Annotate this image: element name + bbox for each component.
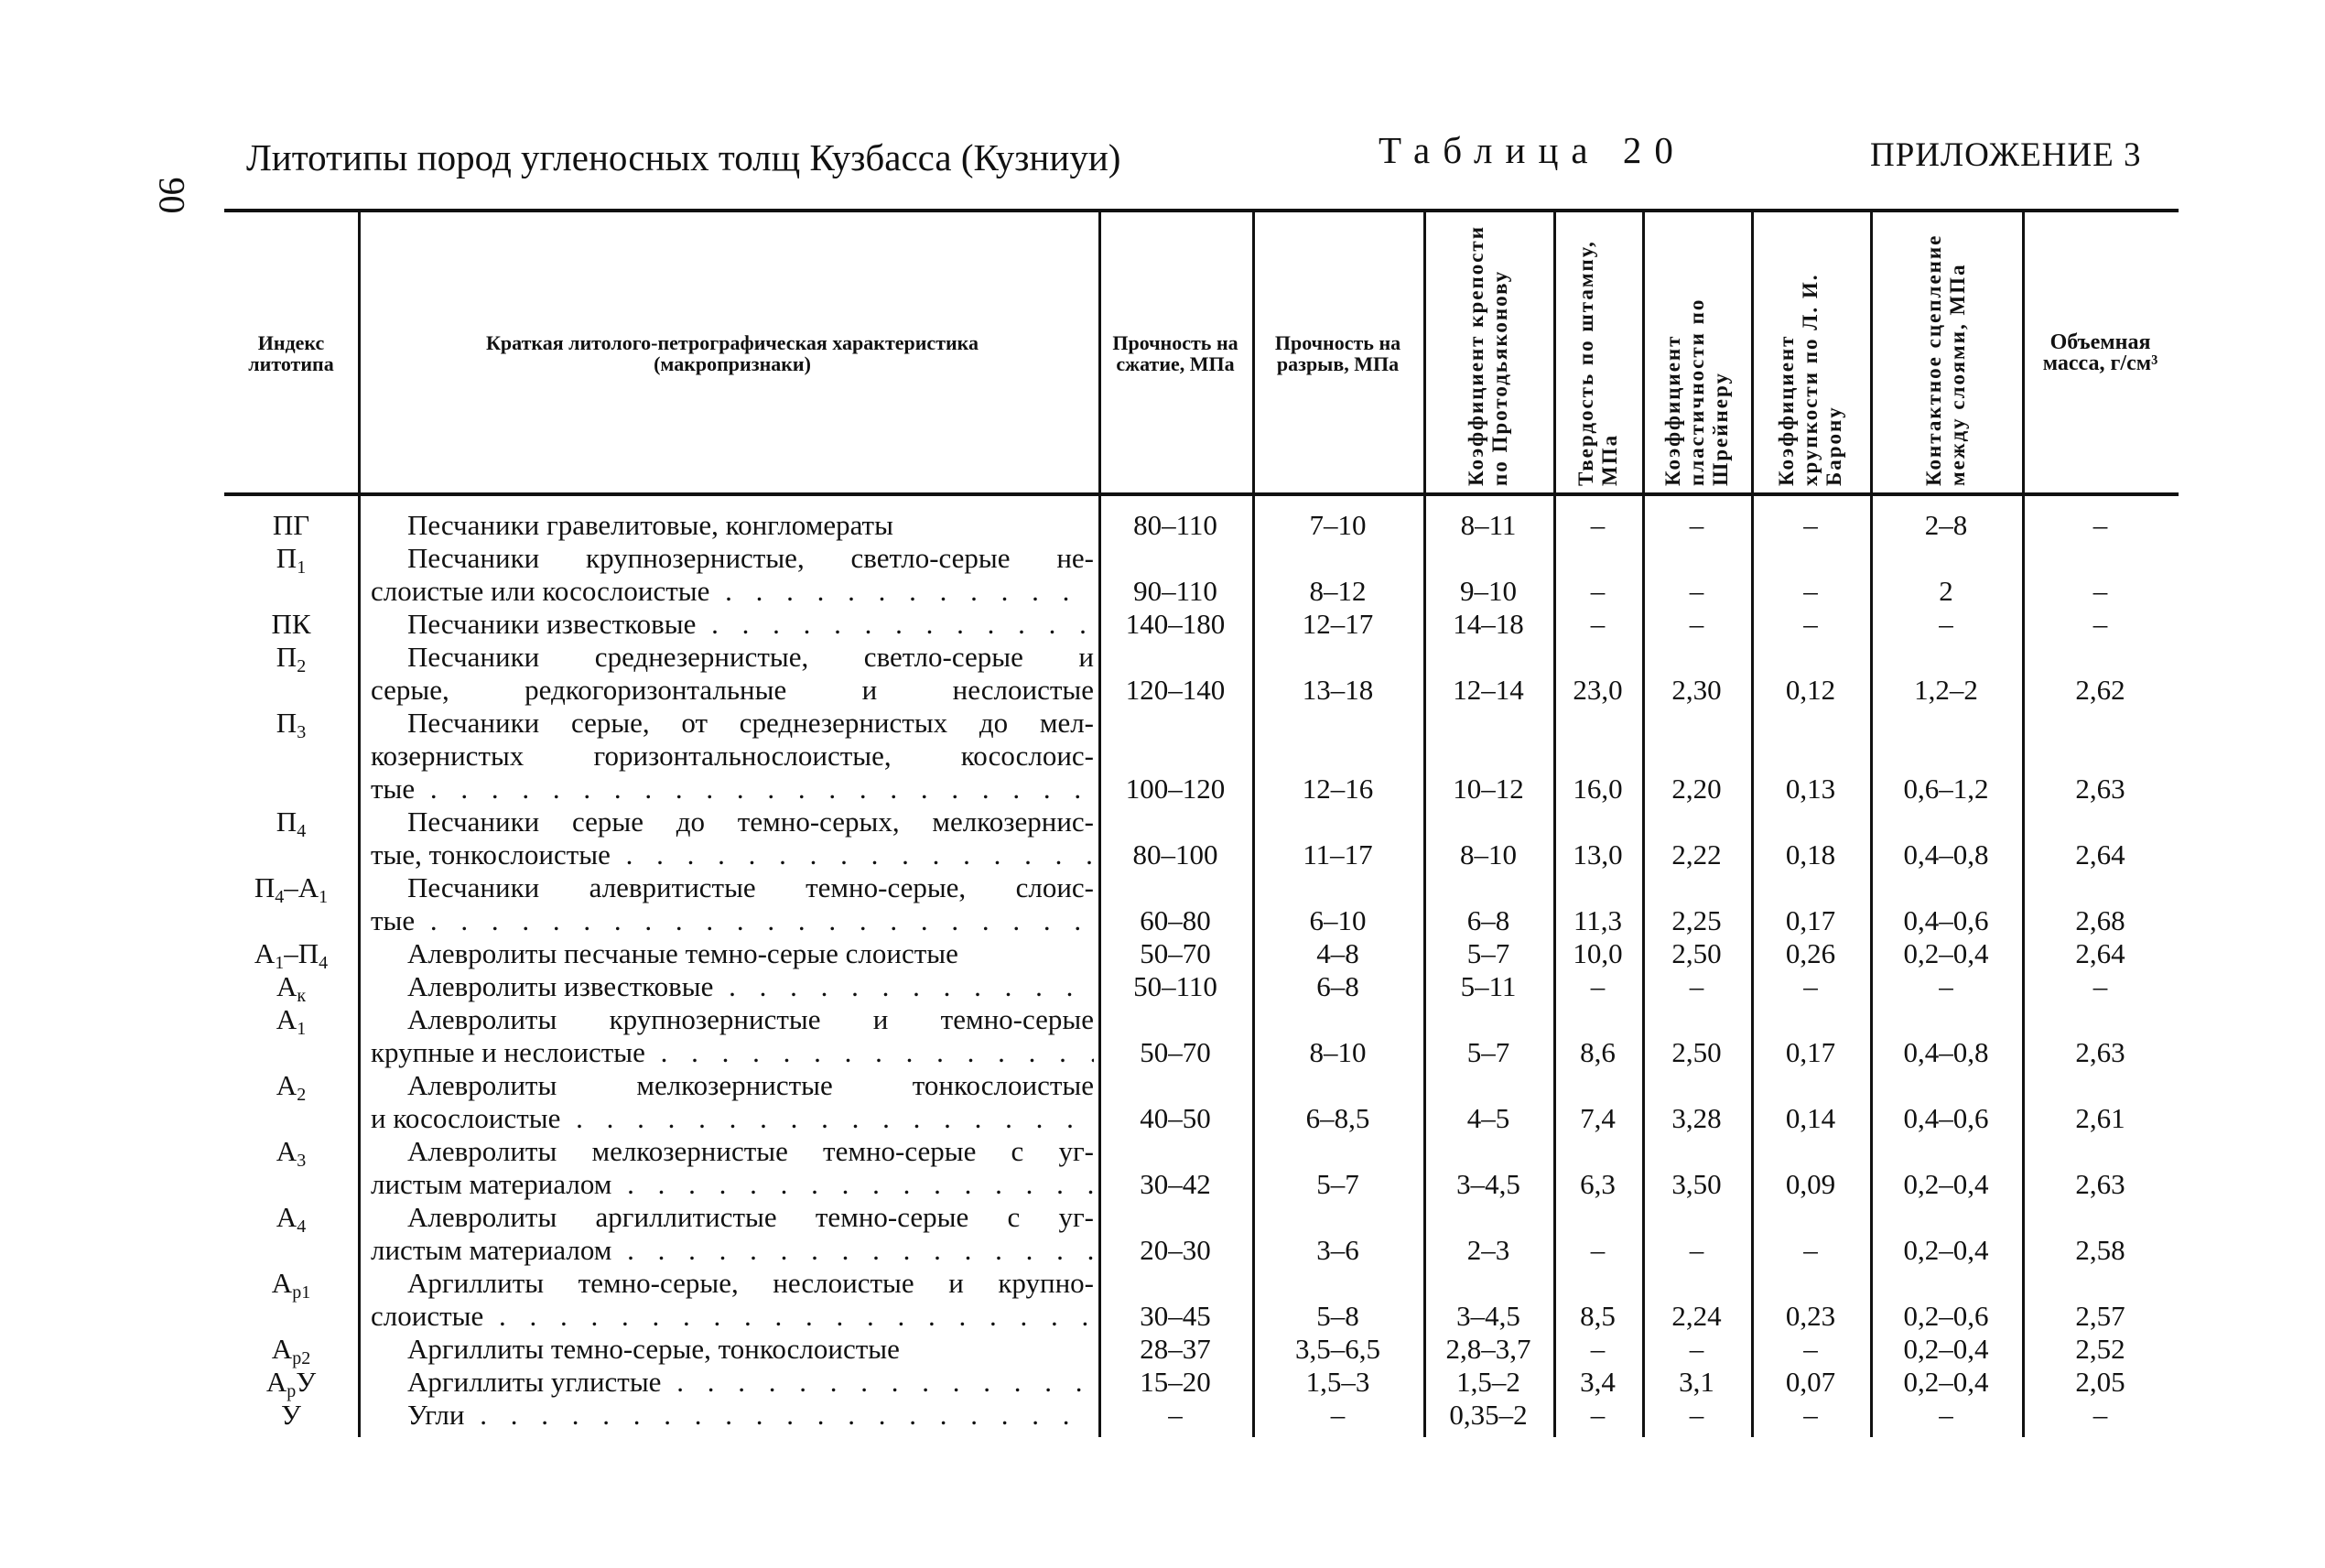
value-compression: 40–50: [1140, 1102, 1211, 1134]
value-protodyakonov: 5–7: [1466, 1036, 1510, 1068]
value-plasticity: 2,25: [1671, 904, 1722, 936]
lithotype-description: [371, 1201, 1094, 1267]
index-subscript: 1: [297, 557, 307, 578]
value-brittleness: 0,12: [1785, 674, 1836, 706]
value-cohesion: 0,2–0,4: [1903, 1234, 1989, 1266]
table-row: [224, 970, 2179, 1006]
description-line: и косослоистые . . .: [371, 1102, 1094, 1135]
value-tension: 11–17: [1303, 838, 1373, 871]
description-line: серые, редкогоризонтальные и неслоистые: [371, 674, 1094, 706]
value-compression: 140–180: [1125, 608, 1226, 640]
value-brittleness: –: [1803, 575, 1818, 607]
value-plasticity: –: [1689, 970, 1704, 1002]
lithotype-index: [224, 608, 358, 641]
value-protodyakonov: 4–5: [1466, 1102, 1510, 1134]
value-density: 2,63: [2075, 1036, 2125, 1068]
description-line: Песчаники серые до темно-серых, мелкозернис-: [407, 806, 1094, 838]
index-subscript: 4: [297, 821, 307, 841]
description-line: тые . . .: [371, 773, 1094, 806]
description-line: Аргиллиты темно-серые, неслоистые и крупно-: [407, 1267, 1094, 1299]
lithotype-index: [224, 641, 358, 683]
table-row: [224, 1399, 2179, 1432]
lithotype-index: [224, 1135, 358, 1177]
header-hardness: [1553, 212, 1642, 494]
value-protodyakonov: 14–18: [1453, 608, 1524, 640]
lithotype-index: [224, 1201, 358, 1243]
description-line: слоистые . . .: [371, 1300, 1094, 1333]
index-subscript: 2: [297, 1085, 307, 1105]
column-rule: [1642, 209, 1645, 1437]
value-brittleness: –: [1803, 509, 1818, 541]
value-brittleness: 0,17: [1785, 904, 1836, 936]
value-plasticity: 2,24: [1671, 1300, 1722, 1332]
value-density: –: [2092, 575, 2108, 607]
value-tension: 4–8: [1316, 937, 1359, 969]
column-rule: [1751, 209, 1754, 1437]
value-hardness: –: [1590, 1234, 1606, 1266]
lithotype-description: [371, 1069, 1094, 1135]
value-protodyakonov: 2,8–3,7: [1445, 1333, 1531, 1365]
index-base: А: [265, 1366, 287, 1398]
lithotype-index: [224, 1267, 358, 1309]
index-subscript: р: [287, 1381, 297, 1401]
value-cohesion: 0,2–0,4: [1903, 1366, 1989, 1398]
value-cohesion: 1,2–2: [1914, 674, 1978, 706]
index-base: П: [276, 641, 297, 673]
index-base: А: [271, 1267, 293, 1299]
value-hardness: 16,0: [1573, 773, 1623, 805]
value-hardness: –: [1590, 1399, 1606, 1431]
lithotype-description: [371, 806, 1094, 871]
value-cohesion: 0,4–0,8: [1903, 1036, 1989, 1068]
table-row: [224, 641, 2179, 707]
value-density: 2,63: [2075, 773, 2125, 805]
index-subscript: 4: [275, 887, 285, 907]
lithotype-description: [371, 1003, 1094, 1069]
lithotype-description: [371, 542, 1094, 608]
description-line: листым материалом . . .: [371, 1168, 1094, 1201]
lithotype-index: [224, 707, 358, 749]
value-tension: 5–8: [1316, 1300, 1359, 1332]
index-subscript: к: [297, 986, 307, 1006]
index-subscript: 1: [275, 953, 285, 973]
table-row: [224, 1003, 2179, 1069]
page-title: Литотипы пород угленосных толщ Кузбасса (Кузниуи): [246, 136, 1121, 178]
index-base: –П: [284, 937, 319, 969]
value-compression: 28–37: [1140, 1333, 1211, 1365]
lithotype-description: [371, 641, 1094, 707]
value-plasticity: 2,20: [1671, 773, 1722, 805]
value-tension: 6–8,5: [1305, 1102, 1370, 1134]
value-density: –: [2092, 970, 2108, 1002]
header-density: Объемная масса, г/см³: [2042, 330, 2158, 375]
description-line: Алевролиты аргиллитистые темно-серые с уг-: [407, 1201, 1094, 1233]
value-compression: 80–110: [1133, 509, 1217, 541]
index-subscript: 4: [319, 953, 329, 973]
lithotype-index: [224, 509, 358, 542]
value-tension: 12–17: [1302, 608, 1374, 640]
table-row: [224, 806, 2179, 871]
header-hardness-text: Твердость по штампу, МПа: [1573, 240, 1621, 486]
table-row: [224, 608, 2179, 641]
value-hardness: 6,3: [1580, 1168, 1616, 1200]
table-row: [224, 1366, 2179, 1399]
index-subscript: р2: [292, 1348, 311, 1368]
index-base: П: [254, 871, 276, 903]
value-brittleness: 0,14: [1785, 1102, 1836, 1134]
value-hardness: 7,4: [1580, 1102, 1616, 1134]
lithotype-description: [371, 1135, 1094, 1201]
column-rule: [358, 209, 361, 1437]
lithotype-description: [371, 970, 1094, 1003]
description-line: Алевролиты известковые . . .: [371, 970, 1094, 1003]
index-base: А: [276, 1069, 297, 1101]
value-cohesion: 2: [1939, 575, 1953, 607]
value-tension: 3–6: [1316, 1234, 1359, 1266]
description-line: Алевролиты крупнозернистые и темно-серые: [407, 1003, 1094, 1035]
table-row: [224, 542, 2179, 608]
value-brittleness: 0,17: [1785, 1036, 1836, 1068]
value-plasticity: –: [1689, 575, 1704, 607]
value-cohesion: 0,6–1,2: [1903, 773, 1989, 805]
table-row: [224, 509, 2179, 542]
column-rule: [1870, 209, 1873, 1437]
value-hardness: –: [1590, 509, 1606, 541]
lithotype-index: [224, 871, 358, 914]
value-plasticity: –: [1689, 1234, 1704, 1266]
value-brittleness: –: [1803, 1399, 1818, 1431]
lithotype-index: [224, 1069, 358, 1111]
description-line: листым материалом . . .: [371, 1234, 1094, 1267]
value-protodyakonov: 3–4,5: [1456, 1168, 1520, 1200]
value-cohesion: –: [1939, 970, 1953, 1002]
value-hardness: –: [1590, 575, 1606, 607]
description-line: Алевролиты мелкозернистые темно-серые с уг-: [407, 1135, 1094, 1167]
value-hardness: 8,5: [1580, 1300, 1616, 1332]
lithotype-index: [224, 1399, 358, 1432]
header-plasticity-text: Коэффициент пластичности по Шрейнеру: [1660, 297, 1732, 486]
table-row: [224, 871, 2179, 937]
lithotype-description: [371, 1399, 1094, 1432]
value-plasticity: 2,22: [1671, 838, 1722, 871]
lithotype-description: [371, 608, 1094, 641]
header-protodyakonov-text: Коэффициент крепости по Протодьяконову: [1465, 225, 1511, 486]
value-protodyakonov: 9–10: [1460, 575, 1517, 607]
table-row: [224, 1135, 2179, 1201]
value-compression: 100–120: [1125, 773, 1226, 805]
table-row: [224, 1333, 2179, 1366]
lithotype-description: [371, 1333, 1094, 1366]
index-base: У: [296, 1366, 317, 1398]
index-base: А: [276, 1201, 297, 1233]
value-brittleness: 0,18: [1785, 838, 1836, 871]
description-line: крупные и неслоистые . . .: [371, 1036, 1094, 1069]
index-subscript: 3: [297, 1151, 307, 1171]
value-compression: 120–140: [1125, 674, 1226, 706]
index-base: А: [271, 1333, 293, 1365]
value-tension: 8–10: [1309, 1036, 1367, 1068]
value-compression: 50–70: [1140, 937, 1211, 969]
index-base: П: [276, 806, 297, 838]
header-brittleness-text: Коэффициент хрупкости по Л. И. Барону: [1775, 273, 1845, 486]
value-density: 2,64: [2075, 937, 2125, 969]
description-line: Алевролиты мелкозернистые тонкослоистые: [407, 1069, 1094, 1101]
description-line: Песчаники серые, от среднезернистых до мел-: [407, 707, 1094, 739]
value-density: 2,62: [2075, 674, 2125, 706]
value-brittleness: 0,23: [1785, 1300, 1836, 1332]
description-line: Песчаники среднезернистые, светло-серые и: [407, 641, 1094, 673]
value-hardness: –: [1590, 1333, 1606, 1365]
index-base: А: [276, 1003, 297, 1035]
value-hardness: –: [1590, 608, 1606, 640]
description-line: Угли . . .: [371, 1399, 1094, 1432]
value-density: 2,61: [2075, 1102, 2125, 1134]
index-base: ПГ: [272, 509, 310, 541]
header-compression: Прочность на сжатие, МПа: [1112, 331, 1238, 375]
value-protodyakonov: 5–11: [1460, 970, 1517, 1002]
value-density: –: [2092, 608, 2108, 640]
header-cohesion-text: Контактное сцепление между слоями, МПа: [1922, 233, 1969, 486]
description-line: Песчаники алевритистые темно-серые, слоис-: [407, 871, 1094, 903]
value-protodyakonov: 1,5–2: [1456, 1366, 1520, 1398]
value-compression: –: [1168, 1399, 1183, 1431]
value-plasticity: –: [1689, 509, 1704, 541]
index-base: П: [276, 542, 297, 574]
value-density: –: [2092, 1399, 2108, 1431]
header-protodyakonov: [1423, 212, 1553, 494]
value-density: 2,64: [2075, 838, 2125, 871]
value-brittleness: –: [1803, 1333, 1818, 1365]
value-compression: 20–30: [1140, 1234, 1211, 1266]
header-plasticity: [1642, 212, 1751, 494]
header-brittleness: [1751, 212, 1870, 494]
header-description: Краткая литолого-петрографическая характеристика (макропризнаки): [485, 331, 979, 375]
index-subscript: 1: [319, 887, 329, 907]
value-tension: 6–10: [1309, 904, 1367, 936]
value-compression: 80–100: [1132, 838, 1218, 871]
value-plasticity: 3,1: [1679, 1366, 1714, 1398]
value-density: 2,57: [2075, 1300, 2125, 1332]
lithotype-index: [224, 542, 358, 584]
description-line: тые, тонкослоистые . . .: [371, 838, 1094, 871]
description-line: Алевролиты песчаные темно-серые слоистые: [407, 937, 958, 969]
value-density: 2,05: [2075, 1366, 2125, 1398]
value-tension: 7–10: [1309, 509, 1367, 541]
value-density: 2,52: [2075, 1333, 2125, 1365]
description-line: слоистые или косослоистые . . .: [371, 575, 1094, 608]
table-row: [224, 1267, 2179, 1333]
table-row: [224, 937, 2179, 973]
table-row: [224, 1201, 2179, 1267]
column-rule: [1553, 209, 1556, 1437]
value-protodyakonov: 3–4,5: [1456, 1300, 1520, 1332]
value-hardness: 11,3: [1573, 904, 1623, 936]
description-line: Песчаники известковые . . .: [371, 608, 1094, 641]
description-line: Песчаники гравелитовые, конгломераты: [407, 509, 893, 541]
value-protodyakonov: 8–10: [1460, 838, 1517, 871]
value-protodyakonov: 5–7: [1466, 937, 1510, 969]
lithotype-description: [371, 1267, 1094, 1333]
index-base: А: [276, 970, 297, 1002]
value-tension: 8–12: [1309, 575, 1367, 607]
value-tension: –: [1330, 1399, 1346, 1431]
index-base: П: [276, 707, 297, 739]
value-compression: 50–110: [1133, 970, 1217, 1002]
value-hardness: 8,6: [1580, 1036, 1616, 1068]
value-compression: 15–20: [1140, 1366, 1211, 1398]
value-brittleness: –: [1803, 970, 1818, 1002]
value-cohesion: –: [1939, 608, 1953, 640]
column-rule: [2022, 209, 2025, 1437]
value-plasticity: –: [1689, 1333, 1704, 1365]
value-compression: 30–42: [1140, 1168, 1211, 1200]
value-cohesion: 0,4–0,6: [1903, 904, 1989, 936]
lithotype-description: [371, 871, 1094, 937]
value-brittleness: 0,13: [1785, 773, 1836, 805]
index-base: А: [276, 1135, 297, 1167]
value-cohesion: 0,2–0,6: [1903, 1300, 1989, 1332]
column-rule: [1098, 209, 1101, 1437]
value-tension: 13–18: [1302, 674, 1374, 706]
value-density: 2,68: [2075, 904, 2125, 936]
value-cohesion: 2–8: [1924, 509, 1968, 541]
value-compression: 50–70: [1140, 1036, 1211, 1068]
value-plasticity: –: [1689, 1399, 1704, 1431]
index-base: ПК: [271, 608, 311, 640]
value-plasticity: 2,50: [1671, 937, 1722, 969]
value-plasticity: 2,50: [1671, 1036, 1722, 1068]
header-tension: Прочность на разрыв, МПа: [1274, 331, 1401, 375]
description-line: тые . . .: [371, 904, 1094, 937]
value-cohesion: 0,2–0,4: [1903, 1333, 1989, 1365]
description-line: козернистых горизонтальнослоистые, косослоис-: [371, 740, 1094, 772]
index-subscript: 1: [297, 1019, 307, 1039]
value-cohesion: 0,2–0,4: [1903, 1168, 1989, 1200]
description-line: Песчаники крупнозернистые, светло-серые не-: [407, 542, 1094, 574]
value-protodyakonov: 12–14: [1453, 674, 1524, 706]
value-compression: 60–80: [1140, 904, 1211, 936]
appendix-label: ПРИЛОЖЕНИЕ 3: [1870, 136, 2142, 174]
value-cohesion: 0,2–0,4: [1903, 937, 1989, 969]
lithotype-description: [371, 937, 1094, 970]
header-index: Индекс литотипа: [248, 331, 334, 375]
index-subscript: р1: [292, 1282, 311, 1303]
value-brittleness: 0,07: [1785, 1366, 1836, 1398]
value-hardness: 23,0: [1573, 674, 1623, 706]
value-cohesion: 0,4–0,8: [1903, 838, 1989, 871]
description-line: Аргиллиты углистые . . .: [371, 1366, 1094, 1399]
lithotype-description: [371, 509, 1094, 542]
index-base: У: [281, 1399, 301, 1431]
lithotype-description: [371, 1366, 1094, 1399]
value-tension: 3,5–6,5: [1295, 1333, 1380, 1365]
value-compression: 90–110: [1133, 575, 1217, 607]
value-protodyakonov: 8–11: [1460, 509, 1517, 541]
value-density: –: [2092, 509, 2108, 541]
value-hardness: 13,0: [1573, 838, 1623, 871]
value-cohesion: –: [1939, 1399, 1953, 1431]
lithotype-index: [224, 1003, 358, 1045]
header-cohesion: [1870, 212, 2022, 494]
value-density: 2,58: [2075, 1234, 2125, 1266]
value-brittleness: –: [1803, 608, 1818, 640]
value-plasticity: 3,50: [1671, 1168, 1722, 1200]
value-protodyakonov: 6–8: [1466, 904, 1510, 936]
page-number: 90: [151, 177, 193, 214]
value-hardness: 3,4: [1580, 1366, 1616, 1398]
table-row: [224, 1069, 2179, 1135]
value-cohesion: 0,4–0,6: [1903, 1102, 1989, 1134]
value-hardness: 10,0: [1573, 937, 1623, 969]
value-brittleness: –: [1803, 1234, 1818, 1266]
lithotype-index: [224, 806, 358, 848]
value-tension: 12–16: [1302, 773, 1374, 805]
value-protodyakonov: 0,35–2: [1449, 1399, 1528, 1431]
value-protodyakonov: 10–12: [1453, 773, 1524, 805]
index-subscript: 4: [297, 1217, 307, 1237]
value-brittleness: 0,09: [1785, 1168, 1836, 1200]
column-rule: [1423, 209, 1426, 1437]
value-protodyakonov: 2–3: [1466, 1234, 1510, 1266]
value-tension: 6–8: [1316, 970, 1359, 1002]
value-plasticity: –: [1689, 608, 1704, 640]
table-label: Таблица 20: [1379, 129, 1686, 171]
description-line: Аргиллиты темно-серые, тонкослоистые: [407, 1333, 900, 1365]
value-tension: 5–7: [1316, 1168, 1359, 1200]
value-hardness: –: [1590, 970, 1606, 1002]
index-base: –А: [284, 871, 319, 903]
index-base: А: [254, 937, 276, 969]
value-compression: 30–45: [1140, 1300, 1211, 1332]
lithotype-description: [371, 707, 1094, 806]
table-row: [224, 707, 2179, 806]
value-plasticity: 2,30: [1671, 674, 1722, 706]
index-subscript: 2: [297, 656, 307, 676]
value-brittleness: 0,26: [1785, 937, 1836, 969]
value-density: 2,63: [2075, 1168, 2125, 1200]
column-rule: [1252, 209, 1255, 1437]
value-tension: 1,5–3: [1305, 1366, 1370, 1398]
value-plasticity: 3,28: [1671, 1102, 1722, 1134]
index-subscript: 3: [297, 722, 307, 742]
